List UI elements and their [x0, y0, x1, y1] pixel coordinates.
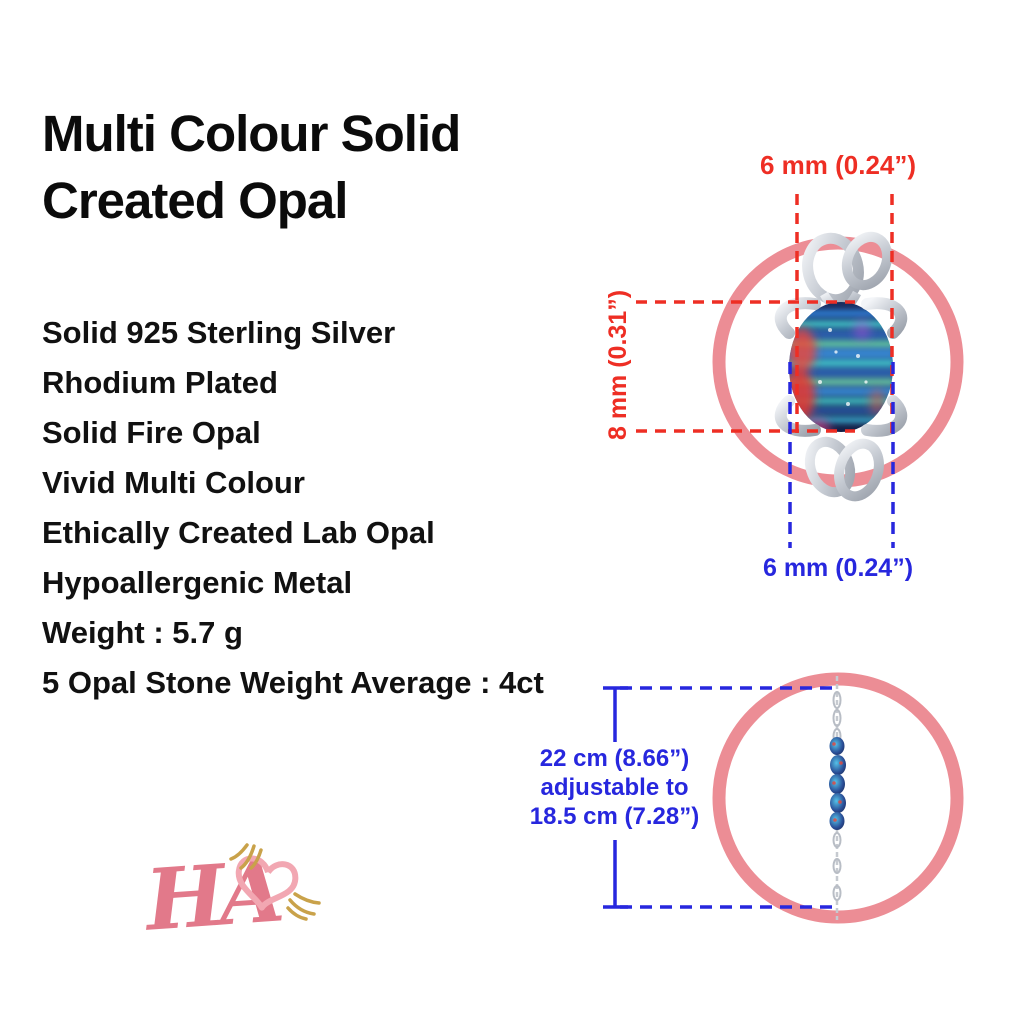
- pendant-height-label: 8 mm (0.31”): [604, 289, 632, 441]
- page-title-line2: Created Opal: [42, 172, 348, 229]
- brand-monogram: HA: [142, 841, 282, 950]
- feature-item-plating: Rhodium Plated: [42, 365, 278, 400]
- bracelet-opal-beads: [829, 737, 846, 830]
- feature-item-weight: Weight : 5.7 g: [42, 615, 243, 650]
- pendant-top-chain: [801, 230, 894, 308]
- page-title-line1: Multi Colour Solid: [42, 105, 461, 162]
- feature-item-lab-opal: Ethically Created Lab Opal: [42, 515, 435, 550]
- opal-stone-photo: [781, 302, 901, 446]
- feature-item-colour: Vivid Multi Colour: [42, 465, 305, 500]
- bracelet-length-line1: 22 cm (8.66”): [539, 745, 690, 772]
- bracelet-photo: [829, 676, 846, 920]
- bracelet-length-line3: 18.5 cm (7.28”): [529, 803, 700, 830]
- pendant-diagram: [636, 194, 957, 548]
- feature-item-stone-weight: 5 Opal Stone Weight Average : 4ct: [42, 665, 544, 700]
- pendant-bottom-chain: [803, 430, 886, 502]
- feature-item-material: Solid 925 Sterling Silver: [42, 315, 396, 350]
- brand-logo: [140, 841, 319, 949]
- pendant-width-label-top: 6 mm (0.24”): [759, 150, 917, 180]
- bracelet-length-label: [512, 744, 717, 831]
- bracelet-length-line2: adjustable to: [540, 774, 689, 801]
- feature-item-hypoallergenic: Hypoallergenic Metal: [42, 565, 353, 600]
- pendant-width-label-bottom: 6 mm (0.24”): [762, 554, 914, 582]
- feature-item-opal-type: Solid Fire Opal: [42, 415, 261, 450]
